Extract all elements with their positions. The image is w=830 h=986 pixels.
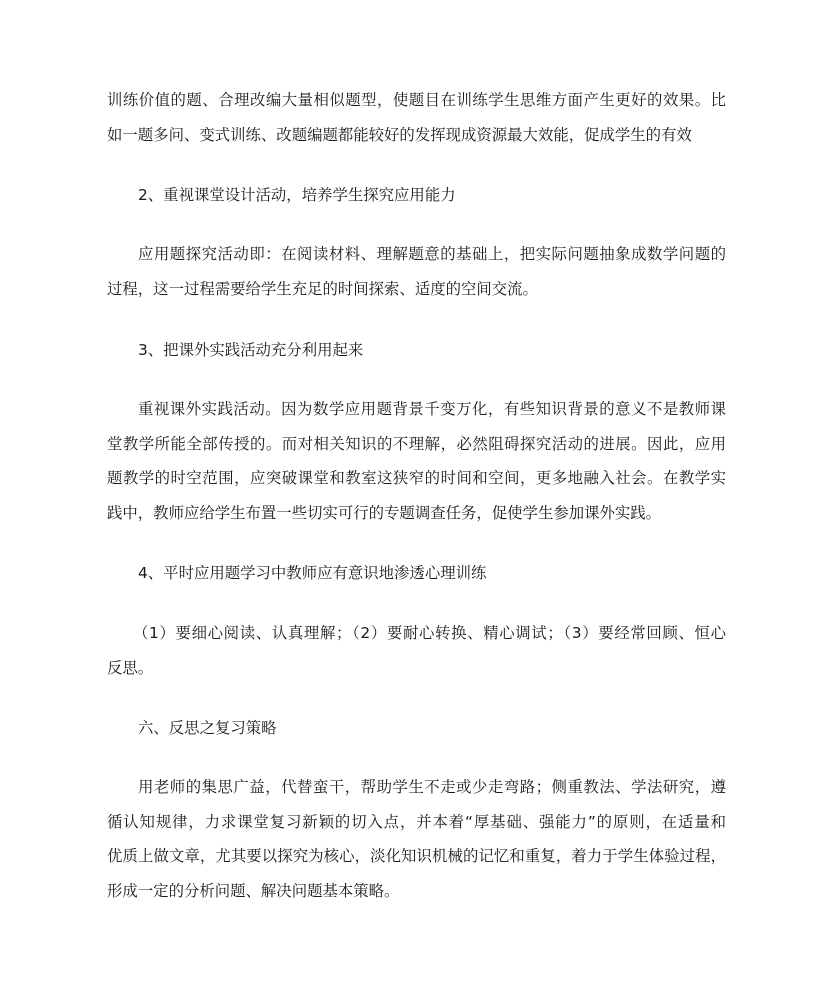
heading-text: 4、平时应用题学习中教师应有意识地渗透心理训练 [138, 564, 487, 582]
text-line: 如一题多问、变式训练、改题编题都能较好的发挥现成资源最大效能，促成学生的有效 [107, 125, 692, 144]
text-line: 重视课外实践活动。因为数学应用题背景千变万化，有些知识背景的意义不是教师课 [138, 400, 726, 418]
text-line: 用老师的集思广益，代替蛮干，帮助学生不走或少走弯路；侧重教法、学法研究，遵 [138, 778, 726, 796]
heading-text: 六、反思之复习策略 [138, 719, 277, 737]
heading-text: 3、把课外实践活动充分利用起来 [138, 341, 364, 359]
paragraph-5 [107, 770, 726, 908]
text-line: 训练价值的题、合理改编大量相似题型，使题目在训练学生思维方面产生更好的效果。比 [107, 91, 726, 109]
paragraph-3 [107, 392, 726, 530]
heading-6 [107, 711, 726, 746]
paragraph-2 [107, 237, 726, 306]
text-line: 堂教学所能全部传授的。而对相关知识的不理解，必然阻碍探究活动的进展。因此，应用 [107, 434, 726, 453]
text-line: 反思。 [107, 658, 154, 677]
paragraph-4 [107, 616, 726, 685]
text-line: 应用题探究活动即：在阅读材料、理解题意的基础上，把实际问题抽象成数学问题的 [138, 245, 726, 263]
text-line: 优质上做文章，尤其要以探究为核心，淡化知识机械的记忆和重复，着力于学生体验过程， [107, 847, 726, 865]
text-line: 题教学的时空范围，应突破课堂和教室这狭窄的时间和空间，更多地融入社会。在教学实 [107, 469, 726, 487]
text-line: 践中，教师应给学生布置一些切实可行的专题调查任务，促使学生参加课外实践。 [107, 503, 662, 522]
heading-3 [107, 333, 726, 368]
text-line: 形成一定的分析问题、解决问题基本策略。 [107, 881, 400, 900]
text-line: 循认知规律，力求课堂复习新颖的切入点，并本着“厚基础、强能力”的原则，在适量和 [107, 812, 726, 831]
heading-text: 2、重视课堂设计活动，培养学生探究应用能力 [138, 186, 456, 204]
text-line: 过程，这一过程需要给学生充足的时间探索、适度的空间交流。 [107, 279, 538, 298]
paragraph-continued [107, 83, 726, 152]
text-line: （1）要细心阅读、认真理解；（2）要耐心转换、精心调试；（3）要经常回顾、恒心 [133, 624, 726, 642]
heading-4 [107, 556, 726, 591]
heading-2 [107, 178, 726, 213]
